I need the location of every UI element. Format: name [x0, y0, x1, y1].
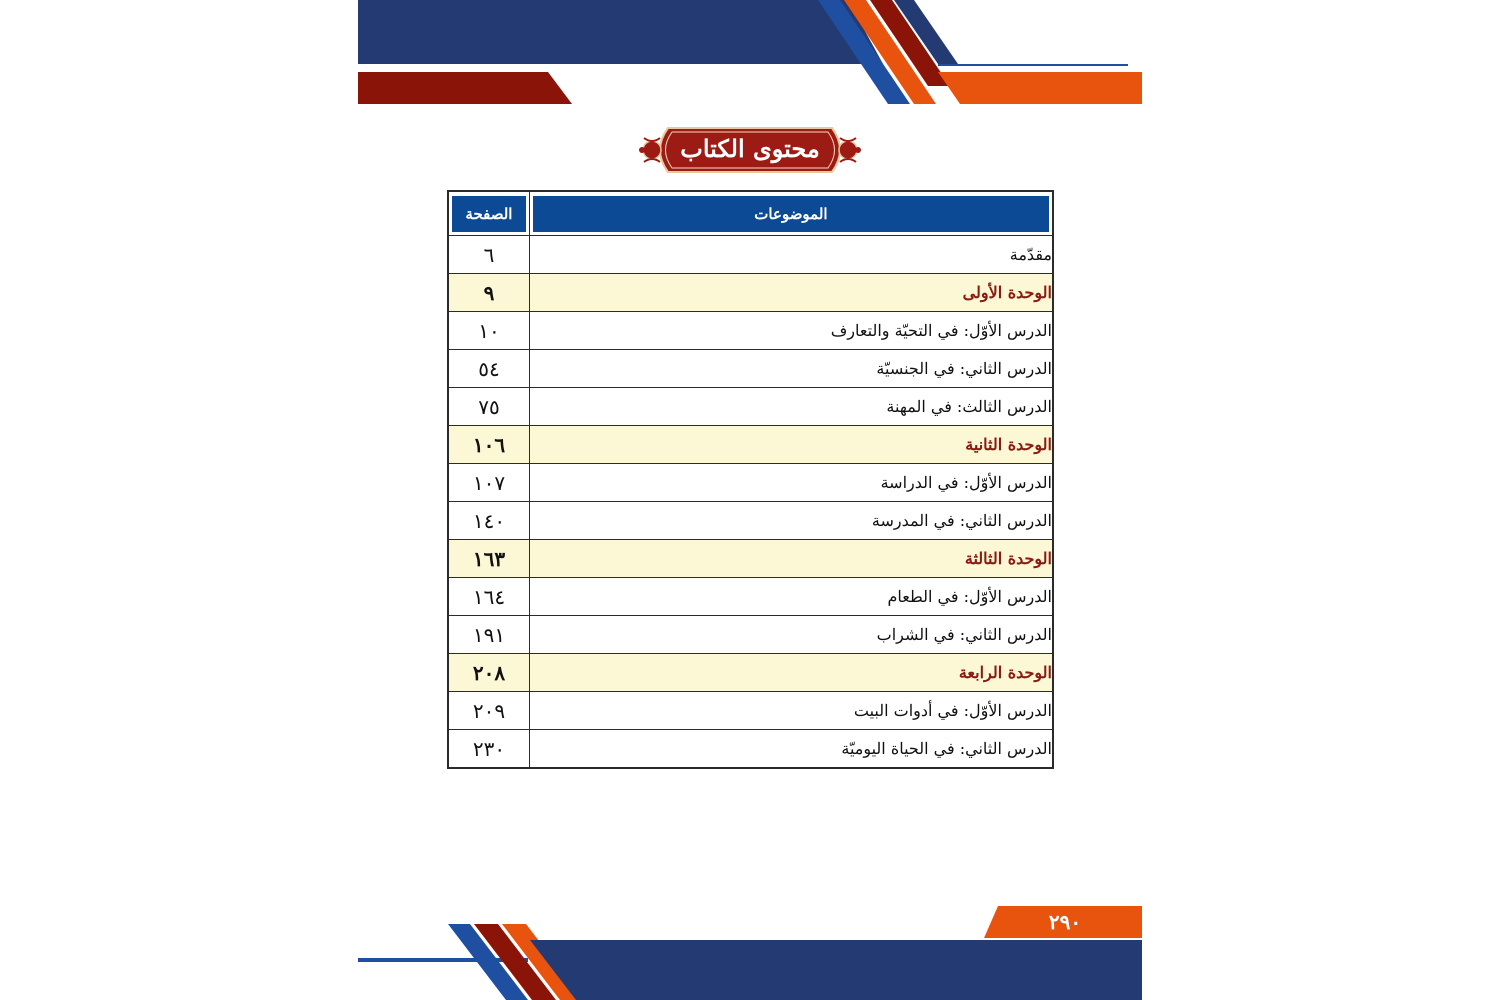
- footer-navy-band: [530, 940, 1142, 1000]
- row-topic: الدرس الأوّل: في الدراسة: [529, 464, 1053, 502]
- table-row: [448, 388, 1053, 426]
- row-page: ١٤٠: [448, 502, 529, 540]
- table-row: [448, 578, 1053, 616]
- row-page: ١٦٣: [448, 540, 529, 578]
- table-row: [448, 464, 1053, 502]
- contents-table: [447, 190, 1054, 769]
- row-topic: الدرس الثالث: في المهنة: [529, 388, 1053, 426]
- table-row: [448, 312, 1053, 350]
- table-row: [448, 616, 1053, 654]
- row-topic: الوحدة الثانية: [529, 426, 1053, 464]
- row-page: ٧٥: [448, 388, 529, 426]
- header-banner: [358, 0, 1142, 110]
- row-topic: مقدّمة: [529, 236, 1053, 274]
- header-navy-band: [358, 0, 883, 64]
- row-topic: الدرس الأوّل: في أدوات البيت: [529, 692, 1053, 730]
- page-number: ٢٩٠: [1048, 910, 1082, 934]
- row-topic: الدرس الثاني: في الشراب: [529, 616, 1053, 654]
- book-page: [358, 0, 1142, 1000]
- title-ornament: [638, 124, 862, 176]
- row-topic: الدرس الثاني: في الحياة اليوميّة: [529, 730, 1053, 769]
- row-page: ١٩١: [448, 616, 529, 654]
- table-header-row: [448, 191, 1053, 236]
- row-topic: الوحدة الأولى: [529, 274, 1053, 312]
- row-page: ٩: [448, 274, 529, 312]
- row-topic: الوحدة الثالثة: [529, 540, 1053, 578]
- row-topic: الدرس الثاني: في المدرسة: [529, 502, 1053, 540]
- header-orange-band: [938, 72, 1142, 104]
- row-page: ١٠٦: [448, 426, 529, 464]
- row-page: ٢٣٠: [448, 730, 529, 769]
- unit-row: [448, 540, 1053, 578]
- row-topic: الدرس الثاني: في الجنسيّة: [529, 350, 1053, 388]
- page-title: محتوى الكتاب: [680, 134, 820, 163]
- table-row: [448, 350, 1053, 388]
- header-page-cell: [448, 191, 529, 236]
- table-row: [448, 502, 1053, 540]
- row-page: ١٠: [448, 312, 529, 350]
- header-red-band: [358, 72, 572, 104]
- header-page: الصفحة: [452, 196, 526, 232]
- unit-row: [448, 426, 1053, 464]
- row-topic: الدرس الأوّل: في الطعام: [529, 578, 1053, 616]
- header-topics-cell: [529, 191, 1053, 236]
- row-page: ٥٤: [448, 350, 529, 388]
- row-topic: الدرس الأوّل: في التحيّة والتعارف: [529, 312, 1053, 350]
- header-thin-line: [938, 64, 1128, 66]
- row-topic: الوحدة الرابعة: [529, 654, 1053, 692]
- table-row: [448, 692, 1053, 730]
- header-topics: الموضوعات: [533, 196, 1049, 232]
- row-page: ٢٠٨: [448, 654, 529, 692]
- table-row: [448, 730, 1053, 769]
- unit-row: [448, 274, 1053, 312]
- table-row: [448, 236, 1053, 274]
- row-page: ١٦٤: [448, 578, 529, 616]
- row-page: ٢٠٩: [448, 692, 529, 730]
- row-page: ٦: [448, 236, 529, 274]
- row-page: ١٠٧: [448, 464, 529, 502]
- unit-row: [448, 654, 1053, 692]
